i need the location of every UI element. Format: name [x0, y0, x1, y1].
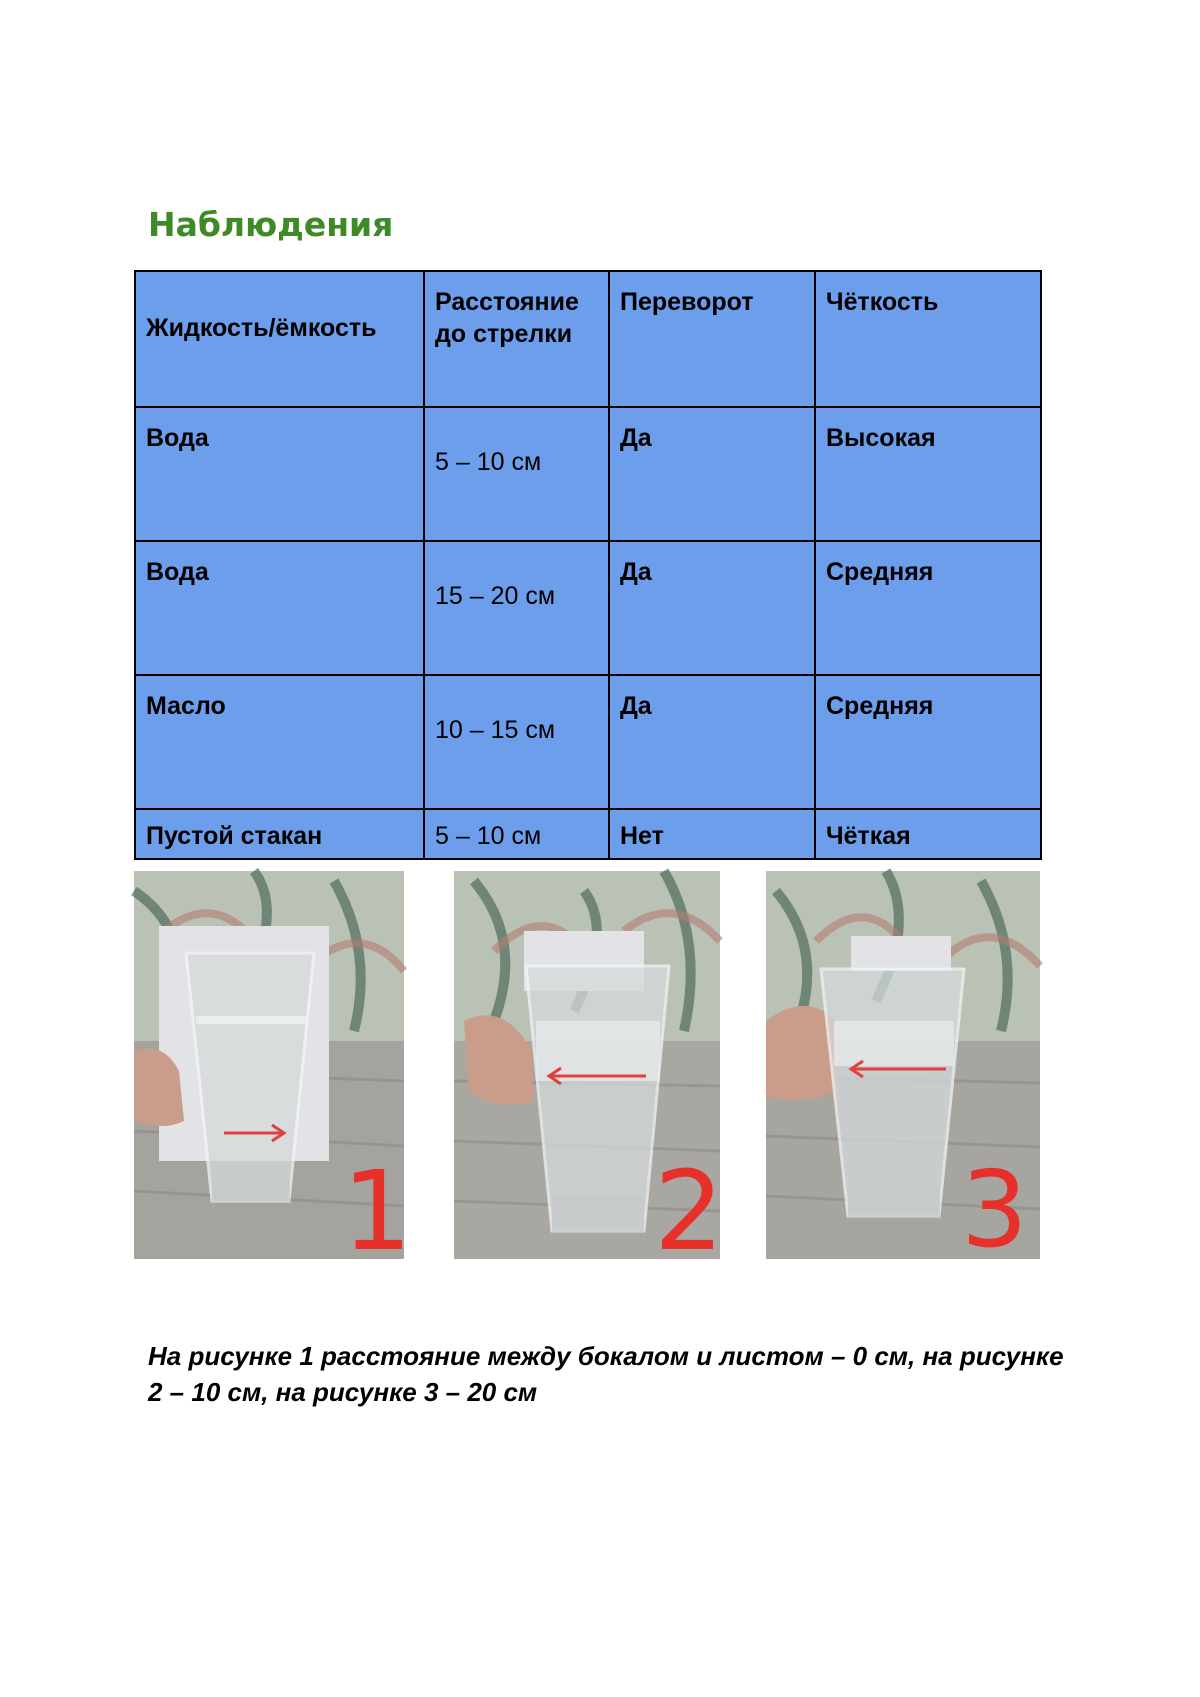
observations-table [134, 270, 1042, 860]
table-header-row [135, 271, 1041, 407]
table-cell: 15 – 20 см [424, 541, 609, 675]
section-heading: Наблюдения [148, 205, 394, 244]
table-cell: Вода [135, 541, 424, 675]
photo-number-3: 3 [961, 1149, 1028, 1271]
table-cell: Средняя [815, 675, 1041, 809]
photo-number-2: 2 [654, 1147, 724, 1275]
table-row [135, 407, 1041, 541]
photos-caption: На рисунке 1 расстояние между бокалом и листом – 0 см, на рисунке 2 – 10 см, на рисунке 3 – 20 см [148, 1341, 1064, 1407]
table-cell: Масло [135, 675, 424, 809]
table-cell: Средняя [815, 541, 1041, 675]
header-cell-distance: Расстояние до стрелки [424, 271, 609, 407]
table-row [135, 541, 1041, 675]
photo-glass-3 [766, 871, 1040, 1271]
table-cell: 5 – 10 см [424, 809, 609, 859]
table-cell: Чёткая [815, 809, 1041, 859]
table-cell: Высокая [815, 407, 1041, 541]
photo-glass-1 [134, 871, 412, 1275]
header-cell-flip: Переворот [609, 271, 815, 407]
table-row [135, 809, 1041, 859]
table-cell: Пустой стакан [135, 809, 424, 859]
glass-photo-illustration [766, 871, 1040, 1271]
table-cell: Да [609, 407, 815, 541]
glass-photo-illustration [454, 871, 724, 1275]
header-cell-clarity: Чёткость [815, 271, 1041, 407]
header-cell-liquid: Жидкость/ёмкость [135, 271, 424, 407]
photo-number-1: 1 [342, 1147, 412, 1275]
glass-photo-illustration [134, 871, 412, 1275]
table-cell: Вода [135, 407, 424, 541]
table-cell: 10 – 15 см [424, 675, 609, 809]
table-cell: Нет [609, 809, 815, 859]
table-cell: 5 – 10 см [424, 407, 609, 541]
table-cell: Да [609, 675, 815, 809]
photo-glass-2 [454, 871, 724, 1275]
table-row [135, 675, 1041, 809]
table-cell: Да [609, 541, 815, 675]
